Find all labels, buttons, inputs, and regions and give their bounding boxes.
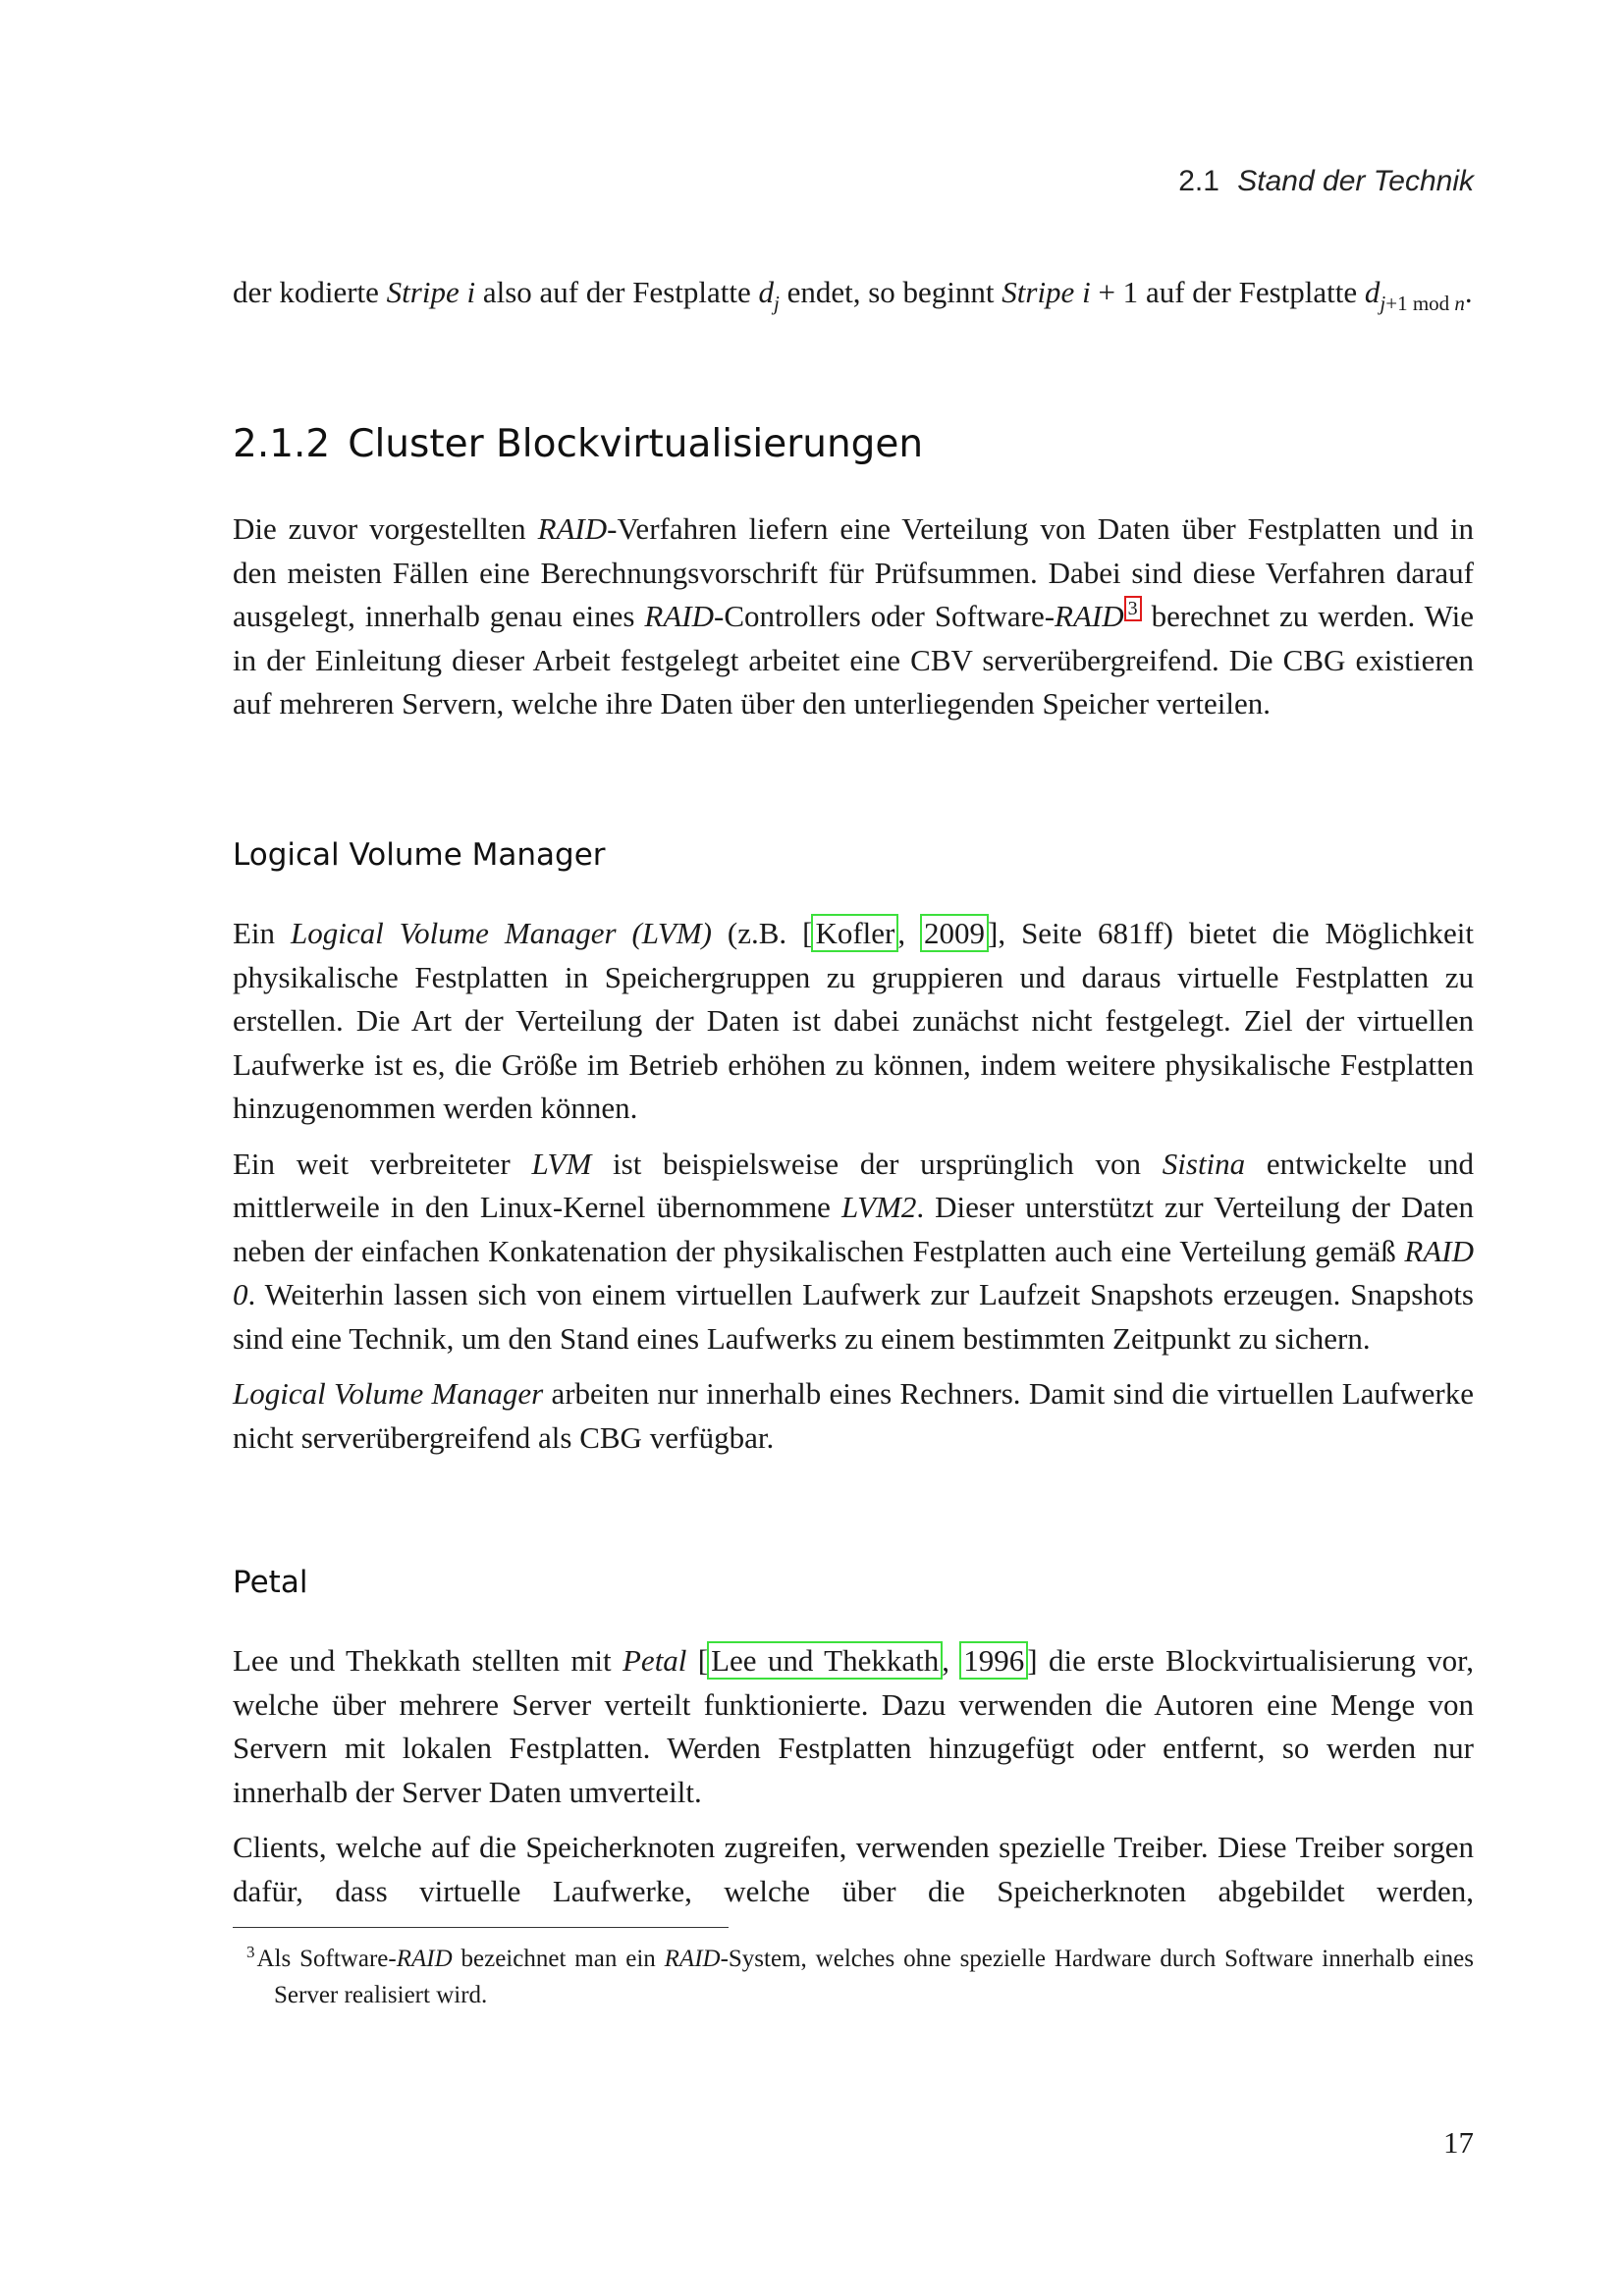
section-intro <box>233 507 1474 738</box>
term: Petal <box>623 1643 687 1678</box>
math-var: d <box>758 275 774 309</box>
term: RAID <box>644 599 715 633</box>
text: (z.B. [ <box>711 916 813 950</box>
citation-author-link[interactable]: Kofler <box>811 914 898 952</box>
text: entwickelte und mittlerweile in den Linux-Kernel übernommene <box>233 1146 1474 1224</box>
text: [ <box>686 1643 709 1678</box>
text: Clients, welche auf die Speicherknoten zugreifen, verwenden spezielle Treiber. Diese Treiber sorgen dafür, dass virtuelle Laufwerke, welche über die Speicherknoten abgebildet werden, <box>233 1830 1474 1908</box>
text: ist beispielsweise der ursprünglich von <box>591 1146 1163 1181</box>
citation-author-link[interactable]: Lee und Thekkath <box>707 1641 943 1680</box>
text: , <box>942 1643 961 1678</box>
header-section-number: 2.1 <box>1178 165 1219 197</box>
section-number: 2.1.2 <box>233 422 331 466</box>
running-header <box>233 165 1474 198</box>
paragraph <box>233 1143 1474 1362</box>
math-var: j <box>773 292 780 315</box>
math-expression: + 1 <box>1090 275 1139 309</box>
term: LVM <box>531 1146 592 1181</box>
citation-year-link[interactable]: 1996 <box>959 1641 1028 1680</box>
term: Logical Volume Manager (LVM) <box>291 916 712 950</box>
term: RAID <box>537 511 608 546</box>
paragraph <box>233 1372 1474 1460</box>
term: Logical Volume Manager <box>233 1376 544 1411</box>
text: also auf der Festplatte <box>475 275 759 309</box>
section-heading <box>233 422 923 466</box>
term: Sistina <box>1162 1146 1246 1181</box>
text: , <box>897 916 922 950</box>
page-number: 17 <box>1443 2125 1474 2160</box>
math-var: i <box>1082 275 1091 309</box>
term: RAID <box>1055 599 1124 633</box>
footnote-reference-link[interactable]: 3 <box>1124 596 1142 621</box>
math-var: i <box>466 275 476 309</box>
subheading-petal: Petal <box>233 1565 308 1600</box>
text: -System, welches ohne spezielle Hardware durch Software innerhalb eines Server realisiert wird. <box>274 1946 1474 2008</box>
text: Ein <box>233 916 291 950</box>
math-var: n <box>1454 292 1465 315</box>
citation-year-link[interactable]: 2009 <box>920 914 989 952</box>
text: ] die erste Blockvirtualisierung vor, welche über mehrere Server verteilt funktionierte. Dazu verwenden die Autoren eine Menge von Servern mit lokalen Festplatten. Werden Festplatten hinzugefügt oder entfernt, so werden nur innerhalb der Server Daten umverteilt. <box>233 1643 1475 1809</box>
math-text: +1 mod <box>1385 292 1455 315</box>
text: der kodierte <box>233 275 387 309</box>
term: LVM2 <box>841 1190 917 1224</box>
text: Lee und Thekkath stellten mit <box>233 1643 623 1678</box>
term: RAID <box>396 1946 453 1972</box>
math-var: j <box>1380 292 1386 315</box>
subheading-lvm: Logical Volume Manager <box>233 837 606 873</box>
text: Die zuvor vorgestellten <box>233 511 538 546</box>
petal-section <box>233 1639 1474 1925</box>
footnote <box>233 1934 1474 2013</box>
text: -Controllers oder Software- <box>714 599 1056 633</box>
section-title: Cluster Blockvirtualisierungen <box>348 422 924 466</box>
intro-paragraph <box>233 271 1474 338</box>
text: bezeichnet man ein <box>452 1946 665 1972</box>
paragraph <box>233 1639 1474 1814</box>
text: . <box>1464 275 1473 309</box>
lvm-section <box>233 912 1474 1471</box>
text: endet, so beginnt <box>779 275 1002 309</box>
math-var: d <box>1364 275 1380 309</box>
math-subscript <box>1380 292 1465 315</box>
text: Als Software- <box>256 1946 397 1972</box>
paragraph <box>233 271 1474 326</box>
text: berechnet zu werden. Wie in der Einleitung dieser Arbeit festgelegt arbeitet eine CBV serverübergreifend. Die CBG existieren auf mehreren Servern, welche ihre Daten über den unterliegenden Speicher verteilen. <box>233 599 1474 721</box>
term: RAID 0 <box>233 1233 1474 1311</box>
text: . Weiterhin lassen sich von einem virtuellen Laufwerk zur Laufzeit Snapshots erzeugen. Snapshots sind eine Technik, um den Stand eines Laufwerks zu einem bestimmten Zeitpunkt zu sichern. <box>233 1277 1474 1356</box>
footnote-divider <box>233 1927 729 1928</box>
paragraph <box>233 1826 1474 1913</box>
header-section-title: Stand der Technik <box>1237 165 1474 197</box>
term: Stripe <box>386 275 460 309</box>
paragraph <box>233 912 1474 1131</box>
text: . Dieser unterstützt zur Verteilung der Daten neben der einfachen Konkatenation der physikalischen Festplatten auch eine Verteilung gemäß <box>233 1190 1474 1268</box>
term: Stripe <box>1001 275 1075 309</box>
text: -Verfahren liefern eine Verteilung von Daten über Festplatten und in den meisten Fällen eine Berechnungsvorschrift für Prüfsummen. Dabei sind diese Verfahren darauf ausgelegt, innerhalb genau eines <box>233 511 1474 633</box>
text: auf der Festplatte <box>1138 275 1365 309</box>
footnote-mark: 3 <box>246 1943 255 1961</box>
text: ], Seite 681ff) bietet die Möglichkeit physikalische Festplatten in Speichergruppen zu gruppieren und daraus virtuelle Festplatten zu erstellen. Die Art der Verteilung der Daten ist dabei zunächst nicht festgelegt. Ziel der virtuellen Laufwerke ist es, die Größe im Betrieb erhöhen zu können, indem weitere physikalische Festplatten hinzugenommen werden können. <box>233 916 1474 1125</box>
paragraph <box>233 507 1474 726</box>
text: arbeiten nur innerhalb eines Rechners. Damit sind die virtuellen Laufwerke nicht serverübergreifend als CBG verfügbar. <box>233 1376 1474 1455</box>
term: RAID <box>664 1946 721 1972</box>
text: Ein weit verbreiteter <box>233 1146 532 1181</box>
